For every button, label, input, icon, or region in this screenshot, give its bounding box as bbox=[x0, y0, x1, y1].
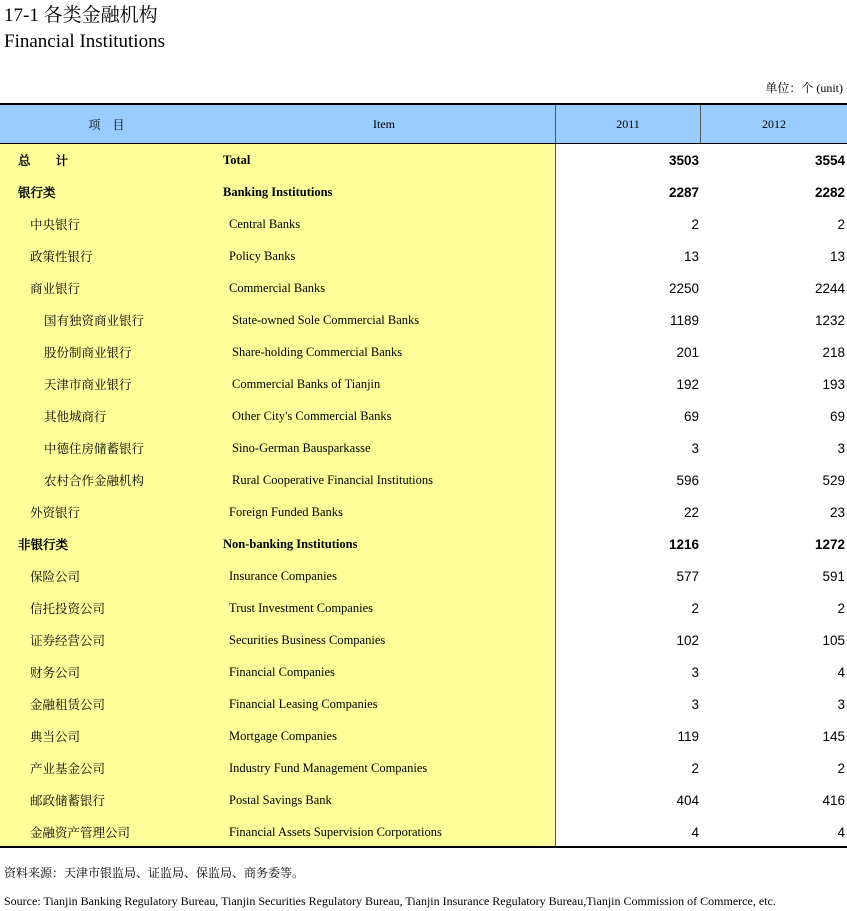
table-row bbox=[0, 464, 847, 496]
source-note-cn: 资料来源：天津市银监局、证监局、保监局、商务委等。 bbox=[4, 866, 305, 880]
cell-item-en: State-owned Sole Commercial Banks bbox=[232, 312, 420, 327]
cell-value-2012: 3 bbox=[837, 440, 845, 456]
cell-value-2012: 1272 bbox=[814, 536, 845, 552]
cell-value-2011: 2 bbox=[691, 600, 699, 616]
cell-value-2011: 3 bbox=[691, 664, 699, 680]
unit-label: 单位：个 (unit) bbox=[765, 81, 843, 95]
cell-item-en: Postal Savings Bank bbox=[229, 792, 332, 807]
cell-value-2011: 2287 bbox=[668, 184, 699, 200]
cell-item-cn: 国有独资商业银行 bbox=[44, 314, 145, 328]
table-row bbox=[0, 432, 847, 464]
cell-item-en: Securities Business Companies bbox=[229, 632, 386, 647]
cell-value-2011: 3 bbox=[691, 696, 699, 712]
table-row bbox=[0, 496, 847, 528]
cell-item-cn: 外资银行 bbox=[30, 506, 81, 520]
cell-value-2012: 23 bbox=[829, 504, 845, 520]
header-item-en: Item bbox=[213, 105, 556, 143]
cell-item-cn: 财务公司 bbox=[30, 666, 81, 680]
cell-item-cn: 总 计 bbox=[18, 154, 69, 168]
cell-value-2011: 1189 bbox=[669, 312, 699, 328]
cell-item-cn: 金融租赁公司 bbox=[30, 698, 106, 712]
cell-item-en: Commercial Banks bbox=[229, 280, 326, 295]
table-row bbox=[0, 752, 847, 784]
table-row bbox=[0, 592, 847, 624]
page-title-en: Financial Institutions bbox=[4, 31, 165, 52]
table-row bbox=[0, 144, 847, 176]
table-body bbox=[0, 144, 847, 846]
cell-value-2011: 404 bbox=[676, 792, 699, 808]
cell-item-cn: 其他城商行 bbox=[44, 410, 107, 424]
cell-item-cn: 政策性银行 bbox=[30, 250, 93, 264]
cell-item-en: Total bbox=[223, 152, 251, 167]
table-header bbox=[0, 105, 847, 144]
table-row bbox=[0, 176, 847, 208]
cell-item-en: Central Banks bbox=[229, 216, 301, 231]
cell-value-2011: 577 bbox=[676, 568, 699, 584]
cell-value-2012: 105 bbox=[822, 632, 845, 648]
cell-value-2012: 1232 bbox=[814, 312, 845, 328]
cell-item-en: Rural Cooperative Financial Institutions bbox=[232, 472, 434, 487]
cell-item-cn: 中德住房储蓄银行 bbox=[44, 442, 145, 456]
table-row bbox=[0, 720, 847, 752]
table-row bbox=[0, 400, 847, 432]
cell-value-2012: 13 bbox=[829, 248, 845, 264]
cell-value-2011: 3 bbox=[691, 440, 699, 456]
cell-value-2012: 193 bbox=[822, 376, 845, 392]
source-note-en: Source: Tianjin Banking Regulatory Bureau, Tianjin Securities Regulatory Bureau, Tianjin Insurance Regulatory Bureau,Tianjin Commission of Commerce, etc. bbox=[4, 894, 776, 908]
cell-item-cn: 银行类 bbox=[18, 186, 56, 200]
cell-item-en: Policy Banks bbox=[229, 248, 296, 263]
cell-item-cn: 保险公司 bbox=[30, 570, 81, 584]
cell-value-2011: 2250 bbox=[668, 280, 699, 296]
cell-item-cn: 中央银行 bbox=[30, 218, 81, 232]
cell-item-en: Financial Assets Supervision Corporations bbox=[229, 824, 442, 839]
cell-item-cn: 产业基金公司 bbox=[30, 762, 106, 776]
page-title-cn: 17-1 各类金融机构 bbox=[4, 5, 158, 26]
table-row bbox=[0, 656, 847, 688]
cell-item-en: Financial Companies bbox=[229, 664, 335, 679]
cell-item-en: Commercial Banks of Tianjin bbox=[232, 376, 381, 391]
table-row bbox=[0, 816, 847, 848]
cell-item-en: Industry Fund Management Companies bbox=[229, 760, 428, 775]
table-row bbox=[0, 528, 847, 560]
cell-value-2011: 201 bbox=[676, 344, 699, 360]
cell-item-en: Banking Institutions bbox=[223, 184, 333, 199]
cell-value-2012: 218 bbox=[822, 344, 845, 360]
header-year-2011: 2011 bbox=[556, 105, 701, 143]
cell-value-2012: 4 bbox=[837, 824, 845, 840]
table-row bbox=[0, 560, 847, 592]
cell-value-2011: 2 bbox=[691, 216, 699, 232]
table-row bbox=[0, 368, 847, 400]
cell-item-cn: 邮政储蓄银行 bbox=[30, 794, 106, 808]
cell-item-cn: 证券经营公司 bbox=[30, 634, 106, 648]
table-rows bbox=[0, 144, 847, 848]
cell-value-2011: 4 bbox=[691, 824, 699, 840]
cell-item-cn: 商业银行 bbox=[30, 282, 81, 296]
cell-item-en: Foreign Funded Banks bbox=[229, 504, 343, 519]
cell-item-en: Mortgage Companies bbox=[229, 728, 337, 743]
cell-item-cn: 农村合作金融机构 bbox=[44, 474, 145, 488]
cell-value-2011: 102 bbox=[676, 632, 699, 648]
cell-value-2012: 416 bbox=[822, 792, 845, 808]
cell-value-2012: 2 bbox=[837, 600, 845, 616]
table-row bbox=[0, 240, 847, 272]
cell-value-2012: 4 bbox=[837, 664, 845, 680]
cell-value-2012: 529 bbox=[822, 472, 845, 488]
cell-value-2011: 1216 bbox=[668, 536, 699, 552]
table-row bbox=[0, 304, 847, 336]
cell-value-2011: 13 bbox=[683, 248, 699, 264]
table-row bbox=[0, 784, 847, 816]
cell-item-cn: 天津市商业银行 bbox=[44, 378, 132, 392]
cell-value-2012: 69 bbox=[829, 408, 845, 424]
table-row bbox=[0, 208, 847, 240]
cell-value-2011: 22 bbox=[683, 504, 699, 520]
table-row bbox=[0, 688, 847, 720]
header-year-2012: 2012 bbox=[762, 116, 786, 131]
cell-value-2011: 2 bbox=[691, 760, 699, 776]
cell-item-cn: 股份制商业银行 bbox=[44, 346, 132, 360]
cell-value-2011: 192 bbox=[676, 376, 699, 392]
cell-item-en: Non-banking Institutions bbox=[223, 536, 358, 551]
table-row bbox=[0, 624, 847, 656]
cell-value-2011: 3503 bbox=[668, 152, 699, 168]
cell-value-2011: 596 bbox=[676, 472, 699, 488]
cell-value-2012: 3 bbox=[837, 696, 845, 712]
table-row bbox=[0, 272, 847, 304]
cell-item-cn: 信托投资公司 bbox=[30, 602, 106, 616]
cell-item-en: Insurance Companies bbox=[229, 568, 337, 583]
cell-value-2012: 145 bbox=[822, 728, 845, 744]
cell-item-en: Share-holding Commercial Banks bbox=[232, 344, 403, 359]
cell-value-2011: 69 bbox=[683, 408, 699, 424]
cell-value-2012: 591 bbox=[822, 568, 845, 584]
cell-item-en: Trust Investment Companies bbox=[229, 600, 373, 615]
cell-item-en: Financial Leasing Companies bbox=[229, 696, 378, 711]
cell-value-2012: 2244 bbox=[814, 280, 845, 296]
cell-value-2011: 119 bbox=[677, 728, 699, 744]
cell-item-cn: 典当公司 bbox=[30, 730, 81, 744]
cell-value-2012: 2 bbox=[837, 216, 845, 232]
cell-value-2012: 2 bbox=[837, 760, 845, 776]
cell-value-2012: 2282 bbox=[814, 184, 845, 200]
cell-item-cn: 金融资产管理公司 bbox=[30, 826, 131, 840]
cell-item-en: Other City's Commercial Banks bbox=[232, 408, 392, 423]
cell-item-en: Sino-German Bausparkasse bbox=[232, 440, 371, 455]
cell-item-cn: 非银行类 bbox=[18, 538, 69, 552]
financial-institutions-table bbox=[0, 103, 847, 848]
header-item-cn: 项 目 bbox=[88, 117, 125, 132]
table-row bbox=[0, 336, 847, 368]
cell-value-2012: 3554 bbox=[814, 152, 845, 168]
